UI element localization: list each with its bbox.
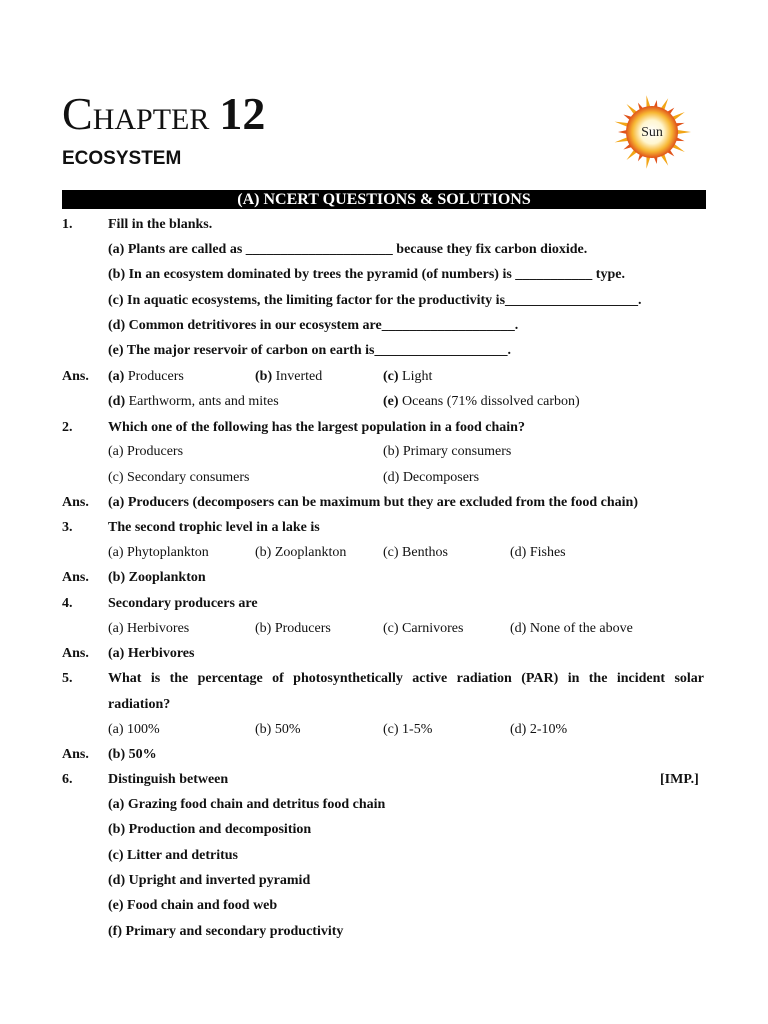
answer-item — [255, 369, 322, 385]
answer-value: Inverted — [272, 369, 323, 384]
sun-logo — [604, 92, 700, 172]
answer-label: Ans. — [62, 646, 89, 661]
option: (b) Primary consumers — [383, 444, 512, 459]
q1-part-text: (d) Common detritivores in our ecosystem are___________________. — [108, 318, 519, 333]
q6-part-text: (e) Food chain and food web — [108, 898, 278, 913]
q6-part-text: (b) Production and decomposition — [108, 822, 312, 837]
chapter-number: 12 — [219, 88, 266, 139]
q1-part-text: (c) In aquatic ecosystems, the limiting factor for the productivity is___________________. — [108, 293, 642, 308]
section-title-bar: (A) NCERT QUESTIONS & SOLUTIONS — [62, 190, 706, 209]
option: (c) Benthos — [383, 545, 448, 560]
answer-text: (a) Herbivores — [108, 646, 195, 661]
q1-part-text: (a) Plants are called as _____________________ because they fix carbon dioxide. — [108, 242, 588, 257]
chapter-title-initial: C — [62, 88, 93, 139]
question-prompt: Which one of the following has the largest population in a food chain? — [108, 420, 525, 435]
option: (a) Producers — [108, 444, 184, 459]
answer-value: Producers — [124, 369, 184, 384]
answer-item — [108, 394, 279, 410]
question-number: 4. — [62, 596, 73, 611]
answer-value: Oceans (71% dissolved carbon) — [398, 394, 580, 409]
answer-text: (a) Producers (decomposers can be maximum but they are excluded from the food chain) — [108, 495, 639, 510]
answer-item — [383, 394, 580, 410]
answer-label: Ans. — [62, 570, 89, 585]
question-prompt: Secondary producers are — [108, 596, 258, 611]
question-number: 2. — [62, 420, 73, 435]
sun-ray — [676, 130, 691, 134]
answer-key: (d) — [108, 394, 126, 409]
q6-part-text: (a) Grazing food chain and detritus food chain — [108, 797, 386, 812]
chapter-title — [62, 88, 265, 146]
question-number: 1. — [62, 217, 73, 232]
answer-label: Ans. — [62, 495, 89, 510]
option: (c) Carnivores — [383, 621, 464, 636]
option: (a) Herbivores — [108, 621, 190, 636]
option: (d) Fishes — [510, 545, 566, 560]
q1-part-text: (e) The major reservoir of carbon on earth is___________________. — [108, 343, 511, 358]
answer-key: (c) — [383, 369, 399, 384]
question-number: 5. — [62, 671, 73, 686]
question-prompt: The second trophic level in a lake is — [108, 520, 320, 535]
option: (a) Phytoplankton — [108, 545, 209, 560]
answer-item — [383, 369, 432, 385]
option: (a) 100% — [108, 722, 160, 737]
q6-part-text: (d) Upright and inverted pyramid — [108, 873, 311, 888]
answer-value: Earthworm, ants and mites — [125, 394, 279, 409]
answer-key: (e) — [383, 394, 399, 409]
answer-key: (b) — [255, 369, 273, 384]
option: (d) 2-10% — [510, 722, 568, 737]
question-prompt: What is the percentage of photosynthetically active radiation (PAR) in the incident solar — [108, 671, 704, 686]
answer-label: Ans. — [62, 747, 89, 762]
option: (b) 50% — [255, 722, 301, 737]
option: (d) None of the above — [510, 621, 633, 636]
option: (b) Producers — [255, 621, 331, 636]
question-prompt: Fill in the blanks. — [108, 217, 213, 232]
option: (d) Decomposers — [383, 470, 480, 485]
q6-part-text: (c) Litter and detritus — [108, 848, 238, 863]
question-prompt: Distinguish between — [108, 772, 229, 787]
question-number: 3. — [62, 520, 73, 535]
option: (c) Secondary consumers — [108, 470, 250, 485]
chapter-title-rest: HAPTER — [92, 103, 210, 136]
question-number: 6. — [62, 772, 73, 787]
chapter-name: ECOSYSTEM — [62, 148, 182, 169]
sun-logo-text: Sun — [641, 125, 663, 140]
answer-text: (b) Zooplankton — [108, 570, 206, 585]
answer-label: Ans. — [62, 369, 89, 384]
option: (b) Zooplankton — [255, 545, 347, 560]
answer-item — [108, 369, 184, 385]
q1-part-text: (b) In an ecosystem dominated by trees the pyramid (of numbers) is ___________ type. — [108, 267, 625, 282]
importance-tag: [IMP.] — [660, 772, 699, 787]
question-prompt: radiation? — [108, 697, 171, 712]
option: (c) 1-5% — [383, 722, 433, 737]
answer-key: (a) — [108, 369, 125, 384]
answer-value: Light — [398, 369, 433, 384]
q6-part-text: (f) Primary and secondary productivity — [108, 924, 344, 939]
answer-text: (b) 50% — [108, 747, 157, 762]
